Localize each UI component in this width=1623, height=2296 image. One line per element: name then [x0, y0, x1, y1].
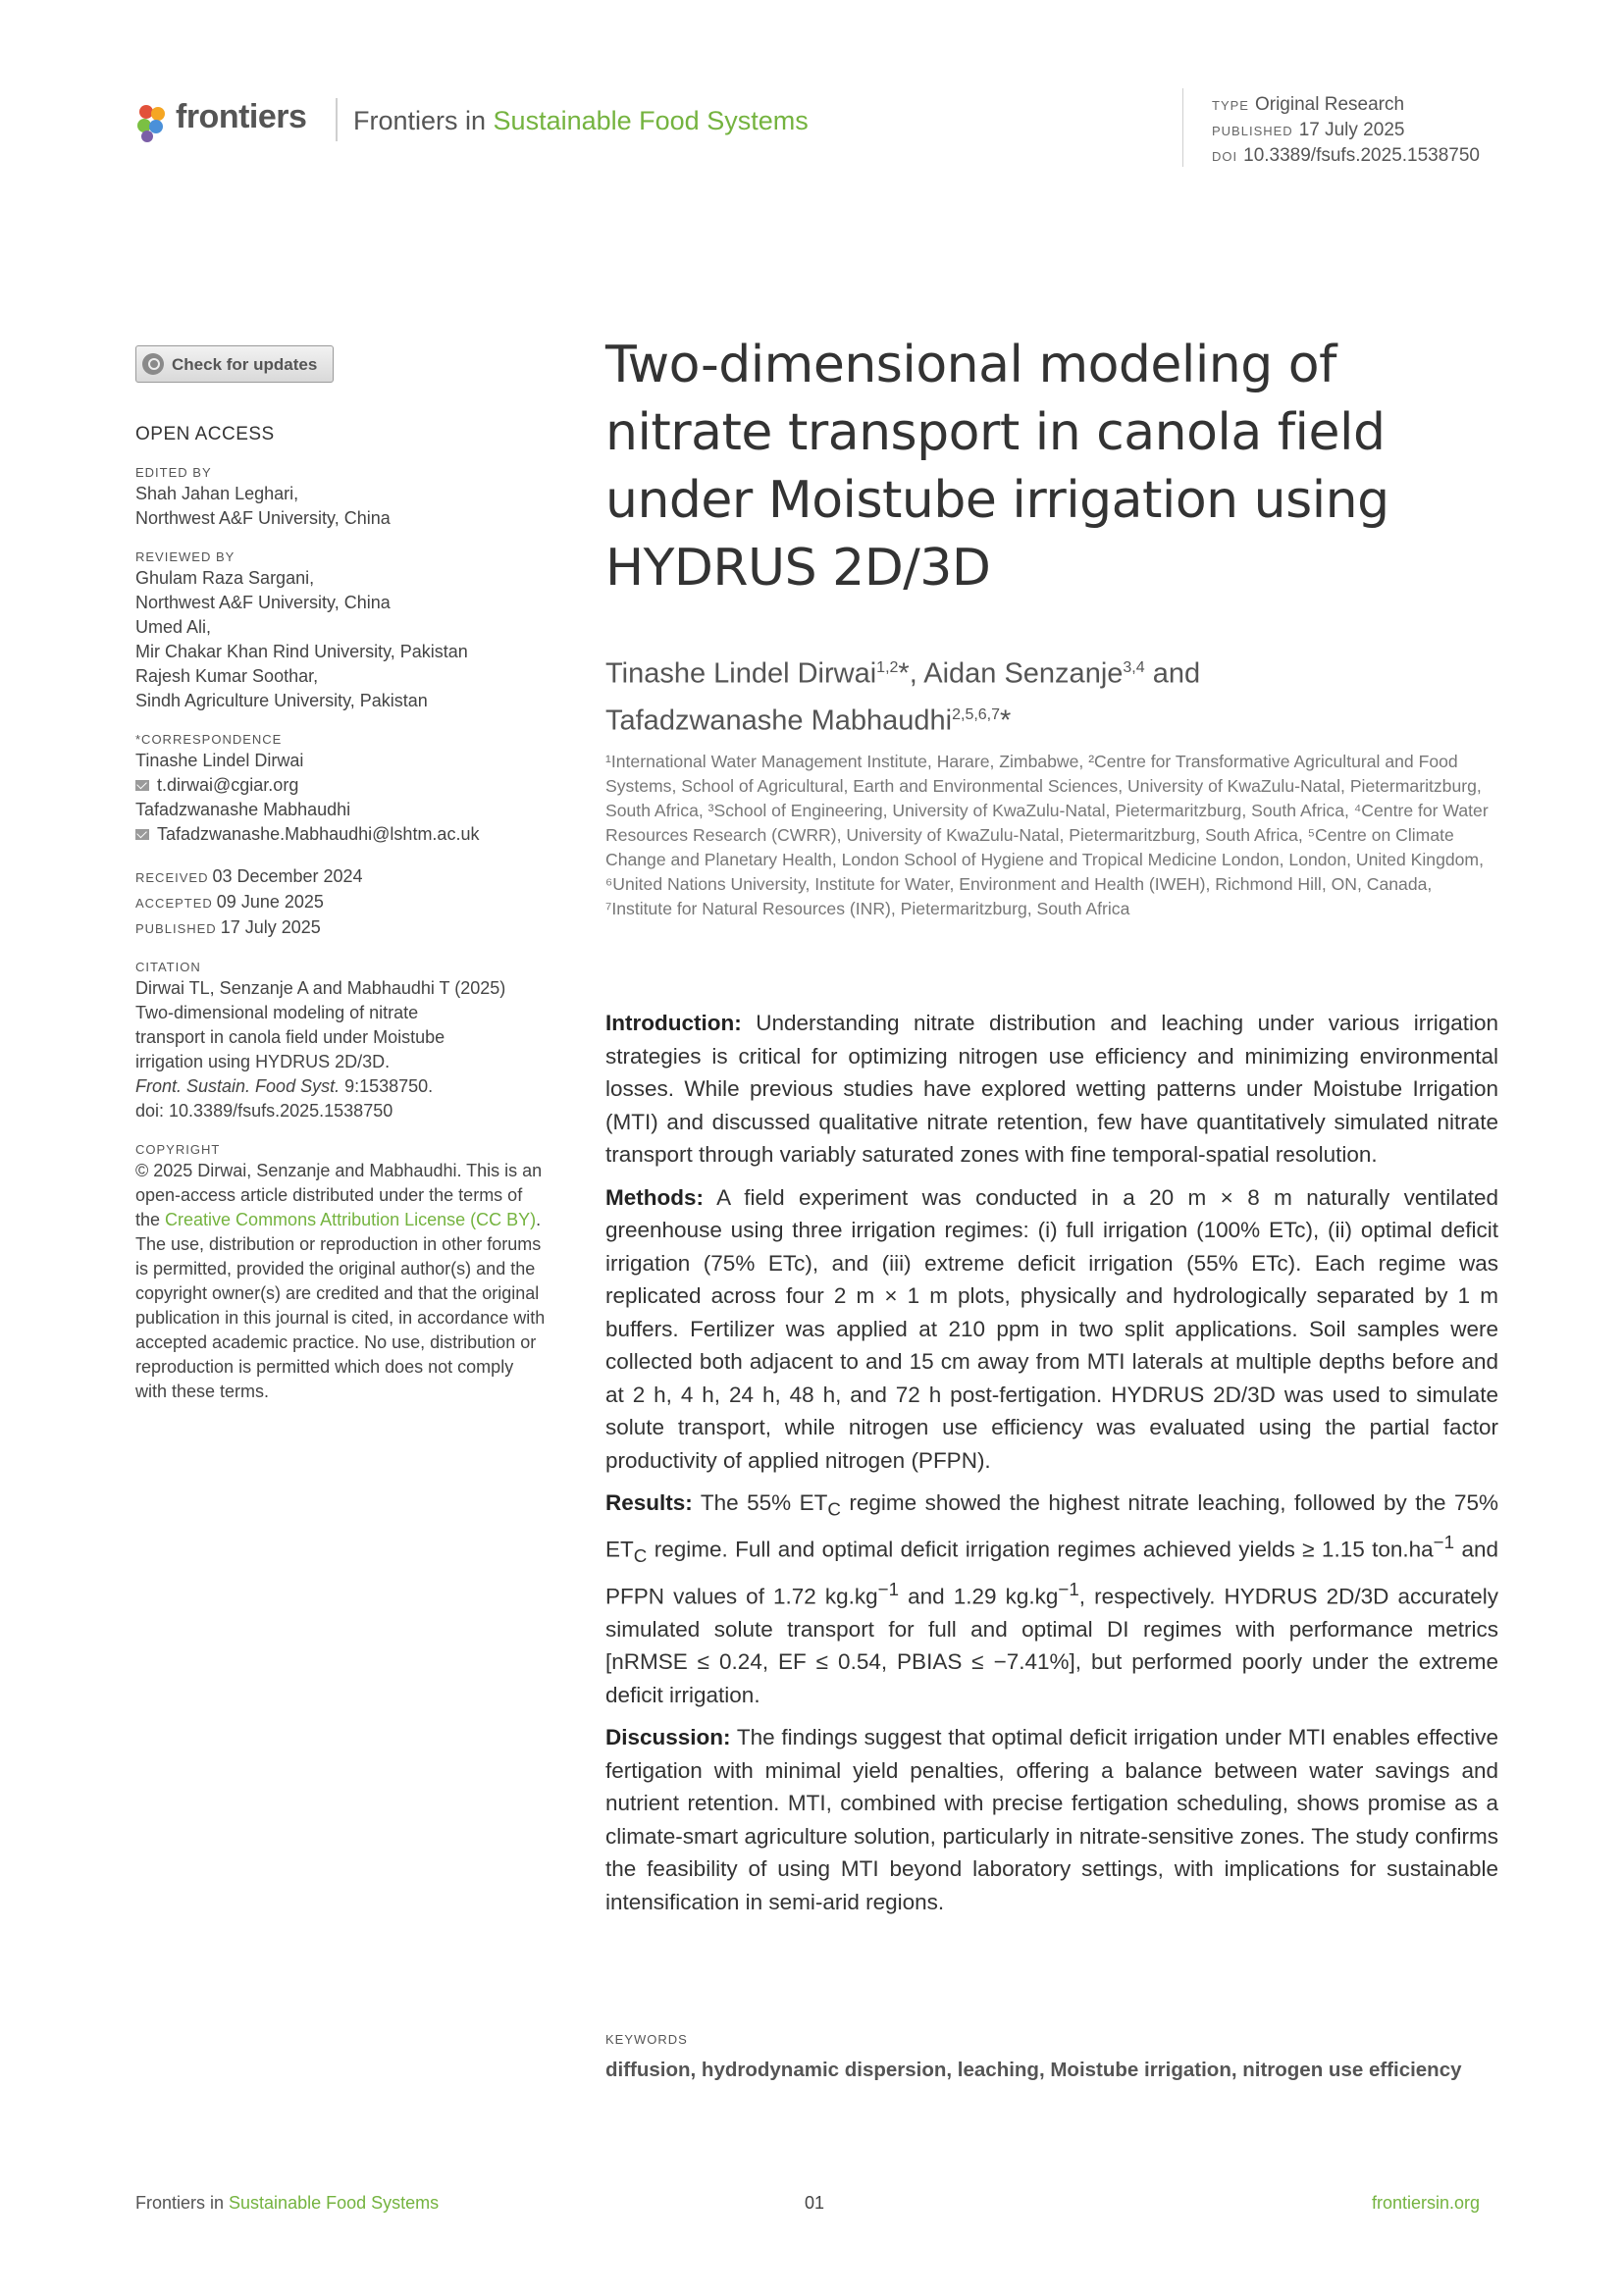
abstract-methods	[605, 1181, 1498, 1478]
reviewed-by-label: REVIEWED BY	[135, 549, 236, 564]
correspondence-label: *CORRESPONDENCE	[135, 732, 283, 747]
reviewer-name: Ghulam Raza Sargani,	[135, 568, 315, 588]
author-name[interactable]: Tafadzwanashe Mabhaudhi	[605, 704, 953, 737]
corr-email[interactable]: t.dirwai@cgiar.org	[157, 775, 299, 795]
corr-email[interactable]: Tafadzwanashe.Mabhaudhi@lshtm.ac.uk	[157, 824, 480, 844]
results-text-e: and 1.29 kg.kg	[899, 1584, 1059, 1608]
citation-journal-line	[135, 1074, 548, 1099]
citation-doi[interactable]: doi: 10.3389/fsufs.2025.1538750	[135, 1101, 393, 1121]
methods-text: A field experiment was conducted in a 20 m × 8 m naturally ventilated greenhouse using three irrigation regimes: (i) full irrigation (100% ETc), (ii) optimal deficit irrigation (75% ETc), and (iii) extreme deficit irrigation (55% ETc). Each regime was replicated across four 2 m × 1 m plots, physically and hydrologically separated by 1 m buffers. Fertilizer was applied at 210 ppm in two split applications. Soil samples were collected both adjacent to and 15 cm away from MTI laterals at multiple depths before and at 2 h, 4 h, 24 h, 48 h, and 72 h post-fertigation. HYDRUS 2D/3D was used to simulate solute transport, while nitrogen use efficiency was evaluated using the partial factor productivity of applied nitrogen (PFPN).	[605, 1184, 1498, 1473]
published-value: 17 July 2025	[220, 917, 321, 937]
accepted-date	[135, 890, 548, 915]
author-affiliation-marker: 3,4	[1123, 659, 1145, 676]
keywords-list: diffusion, hydrodynamic dispersion, leaching, Moistube irrigation, nitrogen use efficiency	[605, 2059, 1462, 2081]
sidebar	[135, 345, 548, 1404]
abstract	[605, 1007, 1498, 1928]
results-text-d: and PFPN values of 1.72 kg.kg	[605, 1537, 1498, 1608]
etc-subscript: C	[633, 1545, 648, 1566]
citation-journal: Front. Sustain. Food Syst.	[135, 1076, 340, 1096]
copyright-part-2: . The use, distribution or reproduction in other forums is permitted, provided the original author(s) and the copyright owner(s) are credited and that the original publication in this journal is cited, in accordance with accepted academic practice. No use, distribution or reproduction is permitted which does not comply with these terms.	[135, 1210, 546, 1401]
author-list	[605, 648, 1518, 741]
citation-line: transport in canola field under Moistube	[135, 1027, 445, 1047]
frontiersin-link[interactable]: frontiersin.org	[1372, 2193, 1481, 2213]
reviewer-name: Rajesh Kumar Soothar,	[135, 666, 319, 686]
frontiers-wordmark[interactable]: frontiers	[176, 98, 307, 135]
corr-email-row	[135, 773, 548, 798]
edited-by-label: EDITED BY	[135, 465, 212, 480]
unit-superscript: −1	[1058, 1578, 1079, 1599]
journal-name[interactable]	[353, 106, 809, 136]
published-date	[135, 915, 548, 941]
meta-type-key: TYPE	[1212, 98, 1249, 113]
check-for-updates-button[interactable]	[135, 345, 334, 383]
cc-by-license-link[interactable]: Creative Commons Attribution License (CC BY)	[165, 1210, 537, 1229]
page-number: 01	[805, 2193, 825, 2213]
results-text-f: , respectively. HYDRUS 2D/3D accurately simulated solute transport for full and optimal DI regimes with performance metrics [nRMSE ≤ 0.24, EF ≤ 0.54, PBIAS ≤ −7.41%], but performed poorly under the extreme deficit irrigation.	[605, 1584, 1498, 1707]
meta-type-value: Original Research	[1254, 94, 1405, 115]
editor-name: Shah Jahan Leghari,	[135, 484, 299, 503]
etc-subscript: C	[827, 1498, 841, 1520]
citation-line: Dirwai TL, Senzanje A and Mabhaudhi T (2025)	[135, 978, 506, 998]
corresponding-star: *	[1000, 704, 1012, 737]
keywords-label: KEYWORDS	[605, 2032, 688, 2047]
intro-text: Understanding nitrate distribution and leaching under various irrigation strategies is critical for optimizing nitrogen use efficiency and minimizing environmental losses. While previous studies have explored wetting patterns under Moistube Irrigation (MTI) and discussed qualitative nitrate retention, few have quantitatively simulated nitrate transport through variably saturated zones with fine temporal-spatial resolution.	[605, 1011, 1498, 1167]
abstract-discussion	[605, 1721, 1498, 1918]
unit-superscript: −1	[877, 1578, 900, 1599]
page-header	[134, 96, 1508, 175]
corr-name: Tafadzwanashe Mabhaudhi	[135, 800, 351, 819]
footer-journal[interactable]	[135, 2193, 439, 2214]
article-dates	[135, 864, 548, 941]
meta-published	[1212, 118, 1480, 143]
corr-name: Tinashe Lindel Dirwai	[135, 751, 304, 770]
received-value: 03 December 2024	[212, 866, 363, 886]
affiliations: ¹International Water Management Institute, Harare, Zimbabwe, ²Centre for Transformative Agricultural and Food Systems, School of Agricultural, Earth and Environmental Sciences, University of KwaZulu-Natal, Pietermaritzburg, South Africa, ³School of Engineering, University of KwaZulu-Natal, Pietermaritzburg, South Africa, ⁴Centre for Water Resources Research (CWRR), University of KwaZulu-Natal, Pietermaritzburg, South Africa, ⁵Centre on Climate Change and Planetary Health, London School of Hygiene and Tropical Medicine London, London, United Kingdom, ⁶United Nations University, Institute for Water, Environment and Health (IWEH), Richmond Hill, ON, Canada, ⁷Institute for Natural Resources (INR), Pietermaritzburg, South Africa	[605, 752, 1489, 918]
meta-published-value: 17 July 2025	[1298, 120, 1405, 140]
accepted-key: ACCEPTED	[135, 896, 213, 911]
footer-journal-accent: Sustainable Food Systems	[229, 2193, 440, 2213]
author-name[interactable]: , Aidan Senzanje	[909, 657, 1124, 690]
published-key: PUBLISHED	[135, 921, 217, 936]
reviewer-affiliation: Northwest A&F University, China	[135, 593, 391, 612]
corresponding-star: *	[898, 657, 910, 690]
citation-line: Two-dimensional modeling of nitrate	[135, 1003, 419, 1022]
discussion-label: Discussion:	[605, 1725, 731, 1749]
header-divider	[336, 98, 338, 141]
editor-affiliation: Northwest A&F University, China	[135, 508, 391, 528]
abstract-introduction	[605, 1007, 1498, 1172]
meta-doi-value[interactable]: 10.3389/fsufs.2025.1538750	[1243, 145, 1481, 166]
unit-superscript: −1	[1433, 1532, 1455, 1552]
meta-published-key: PUBLISHED	[1212, 124, 1293, 138]
methods-label: Methods:	[605, 1184, 704, 1210]
article-title: Two-dimensional modeling of nitrate transport in canola field under Moistube irrigation using HYDRUS 2D/3D	[605, 336, 1389, 598]
check-updates-label: Check for updates	[172, 354, 318, 374]
results-text-a: The 55% ET	[692, 1490, 828, 1515]
received-date	[135, 864, 548, 890]
journal-accent: Sustainable Food Systems	[493, 106, 809, 135]
meta-type	[1212, 92, 1480, 118]
email-icon	[135, 780, 149, 791]
abstract-results	[605, 1487, 1498, 1711]
frontiers-logo-icon	[134, 102, 178, 145]
reviewer-name: Umed Ali,	[135, 617, 212, 637]
citation-line: irrigation using HYDRUS 2D/3D.	[135, 1052, 391, 1071]
author-conjunction: and	[1144, 657, 1201, 690]
article-meta	[1212, 92, 1480, 169]
reviewer-affiliation: Sindh Agriculture University, Pakistan	[135, 691, 428, 710]
author-affiliation-marker: 2,5,6,7	[952, 705, 1001, 723]
journal-prefix: Frontiers in	[353, 106, 494, 135]
author-name[interactable]: Tinashe Lindel Dirwai	[605, 657, 877, 690]
meta-doi-key: DOI	[1212, 149, 1238, 164]
accepted-value: 09 June 2025	[216, 892, 324, 912]
copyright-text	[135, 1159, 548, 1404]
check-updates-icon	[142, 353, 164, 375]
email-icon	[135, 829, 149, 840]
citation-volume: 9:1538750.	[340, 1076, 434, 1096]
results-text-c: regime. Full and optimal deficit irrigation regimes achieved yields ≥ 1.15 ton.ha	[647, 1537, 1434, 1562]
corr-email-row	[135, 822, 548, 847]
author-affiliation-marker: 1,2	[876, 659, 899, 676]
intro-label: Introduction:	[605, 1011, 742, 1035]
citation-label: CITATION	[135, 960, 201, 974]
results-label: Results:	[605, 1490, 693, 1515]
copyright-label: COPYRIGHT	[135, 1142, 221, 1157]
meta-divider	[1182, 88, 1183, 167]
open-access-label: OPEN ACCESS	[135, 424, 275, 444]
meta-doi	[1212, 143, 1480, 169]
copyright-part-1: © 2025 Dirwai, Senzanje and Mabhaudhi. This is an open-access article distributed under the terms of the	[135, 1161, 543, 1229]
reviewer-affiliation: Mir Chakar Khan Rind University, Pakistan	[135, 642, 468, 661]
received-key: RECEIVED	[135, 870, 209, 885]
footer-journal-prefix: Frontiers in	[135, 2193, 230, 2213]
discussion-text: The findings suggest that optimal deficit irrigation under MTI enables effective fertigation with minimal yield penalties, offering a balance between water savings and nutrient retention. MTI, combined with precise fertigation scheduling, shows promise as a climate-smart agriculture solution, particularly in nitrate-sensitive zones. The study confirms the feasibility of using MTI beyond laboratory settings, with implications for sustainable intensification in semi-arid regions.	[605, 1725, 1498, 1914]
results-text-b: regime showed the highest nitrate leaching, followed by the 75% ET	[605, 1490, 1498, 1562]
